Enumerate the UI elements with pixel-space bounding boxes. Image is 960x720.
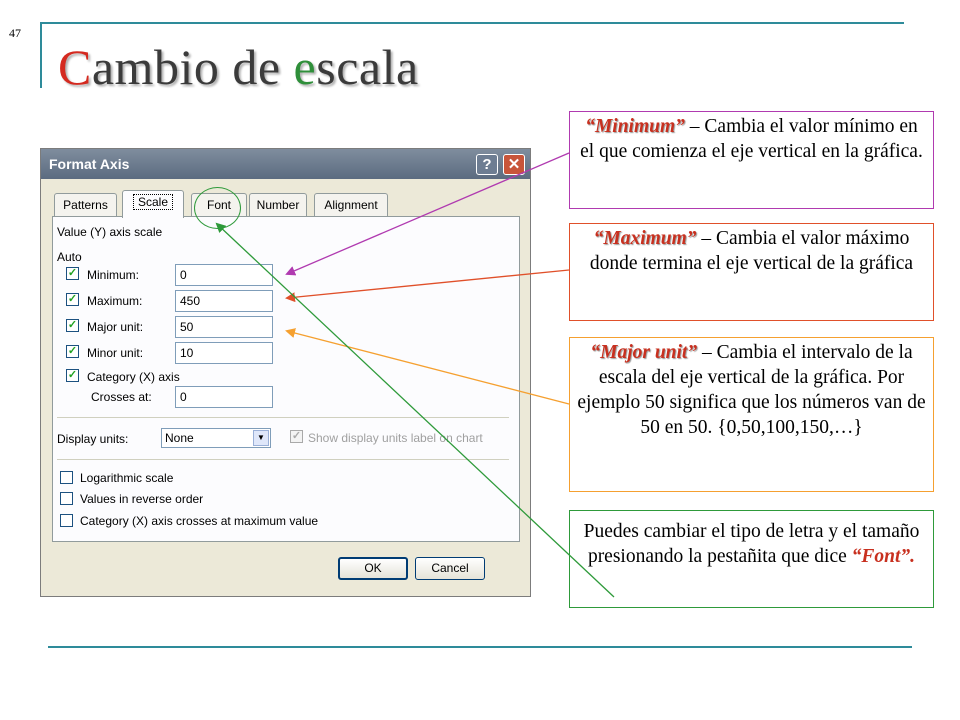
font-arrow — [217, 224, 614, 597]
chevron-down-icon[interactable]: ▼ — [253, 430, 269, 446]
category-axis-auto-checkbox[interactable]: ✓ — [67, 369, 78, 381]
crosses-at-field[interactable]: 0 — [175, 386, 273, 408]
callout-major-unit-term: “Major unit” — [590, 342, 698, 363]
show-display-units-checkbox: ✓ — [291, 430, 302, 442]
maximum-auto-checkbox[interactable]: ✓ — [67, 293, 78, 305]
reverse-order-label: Values in reverse order — [80, 492, 204, 506]
callout-minimum-term: “Minimum” — [585, 116, 685, 137]
tab-patterns[interactable]: Patterns — [54, 193, 117, 217]
tab-alignment[interactable]: Alignment — [314, 193, 388, 217]
callout-maximum-term: “Maximum” — [593, 228, 697, 249]
cancel-button[interactable]: Cancel — [415, 557, 485, 580]
minor-unit-label: Minor unit: — [87, 346, 144, 360]
logarithmic-scale-label: Logarithmic scale — [80, 471, 174, 485]
page-title: Cambio de escala — [58, 39, 419, 95]
show-display-units-label: Show display units label on chart — [308, 431, 483, 445]
minor-unit-field[interactable]: 10 — [175, 342, 273, 364]
maximum-field[interactable]: 450 — [175, 290, 273, 312]
tab-font[interactable]: Font — [191, 193, 247, 217]
dialog-title: Format Axis — [49, 156, 130, 172]
crosses-at-label: Crosses at: — [91, 390, 152, 404]
callout-minimum-text: – Cambia el valor mínimo en el que comienza el eje vertical en la gráfica. — [580, 116, 923, 162]
major-unit-arrow — [287, 331, 569, 404]
tab-scale[interactable] — [122, 190, 184, 218]
callout-maximum-text: – Cambia el valor máximo donde termina el eje vertical de la gráfica — [589, 228, 914, 274]
callout-font-term: “Font”. — [851, 546, 916, 567]
callout-font-text: Puedes cambiar el tipo de letra y el tamaño presionando la pestañita que dice — [583, 521, 920, 567]
minimum-field[interactable]: 0 — [175, 264, 273, 286]
tab-number[interactable]: Number — [249, 193, 307, 217]
callout-major-unit-text: – Cambia el intervalo de la escala del eje vertical de la gráfica. Por ejemplo 50 significa que los números van de 50 en 50. {0,50,100,150,…} — [577, 342, 926, 438]
minimum-arrow — [287, 153, 569, 274]
tab-scale-label: Scale — [133, 194, 173, 210]
crosses-at-max-label: Category (X) axis crosses at maximum value — [80, 514, 319, 528]
maximum-label: Maximum: — [87, 294, 143, 308]
minimum-label: Minimum: — [87, 268, 140, 282]
minor-unit-auto-checkbox[interactable]: ✓ — [67, 345, 78, 357]
major-unit-label: Major unit: — [87, 320, 144, 334]
display-units-label: Display units: — [57, 432, 129, 446]
section-label: Value (Y) axis scale — [57, 225, 163, 239]
category-axis-label: Category (X) axis — [87, 370, 180, 384]
help-button[interactable]: ? — [476, 154, 498, 175]
ok-button[interactable]: OK — [338, 557, 408, 580]
auto-label: Auto — [57, 250, 82, 264]
slide-number: 47 — [9, 26, 21, 40]
close-button[interactable]: ✕ — [503, 154, 525, 175]
display-units-value: None — [165, 431, 194, 445]
minimum-auto-checkbox[interactable]: ✓ — [67, 267, 78, 279]
maximum-arrow — [287, 270, 569, 298]
major-unit-field[interactable]: 50 — [175, 316, 273, 338]
major-unit-auto-checkbox[interactable]: ✓ — [67, 319, 78, 331]
